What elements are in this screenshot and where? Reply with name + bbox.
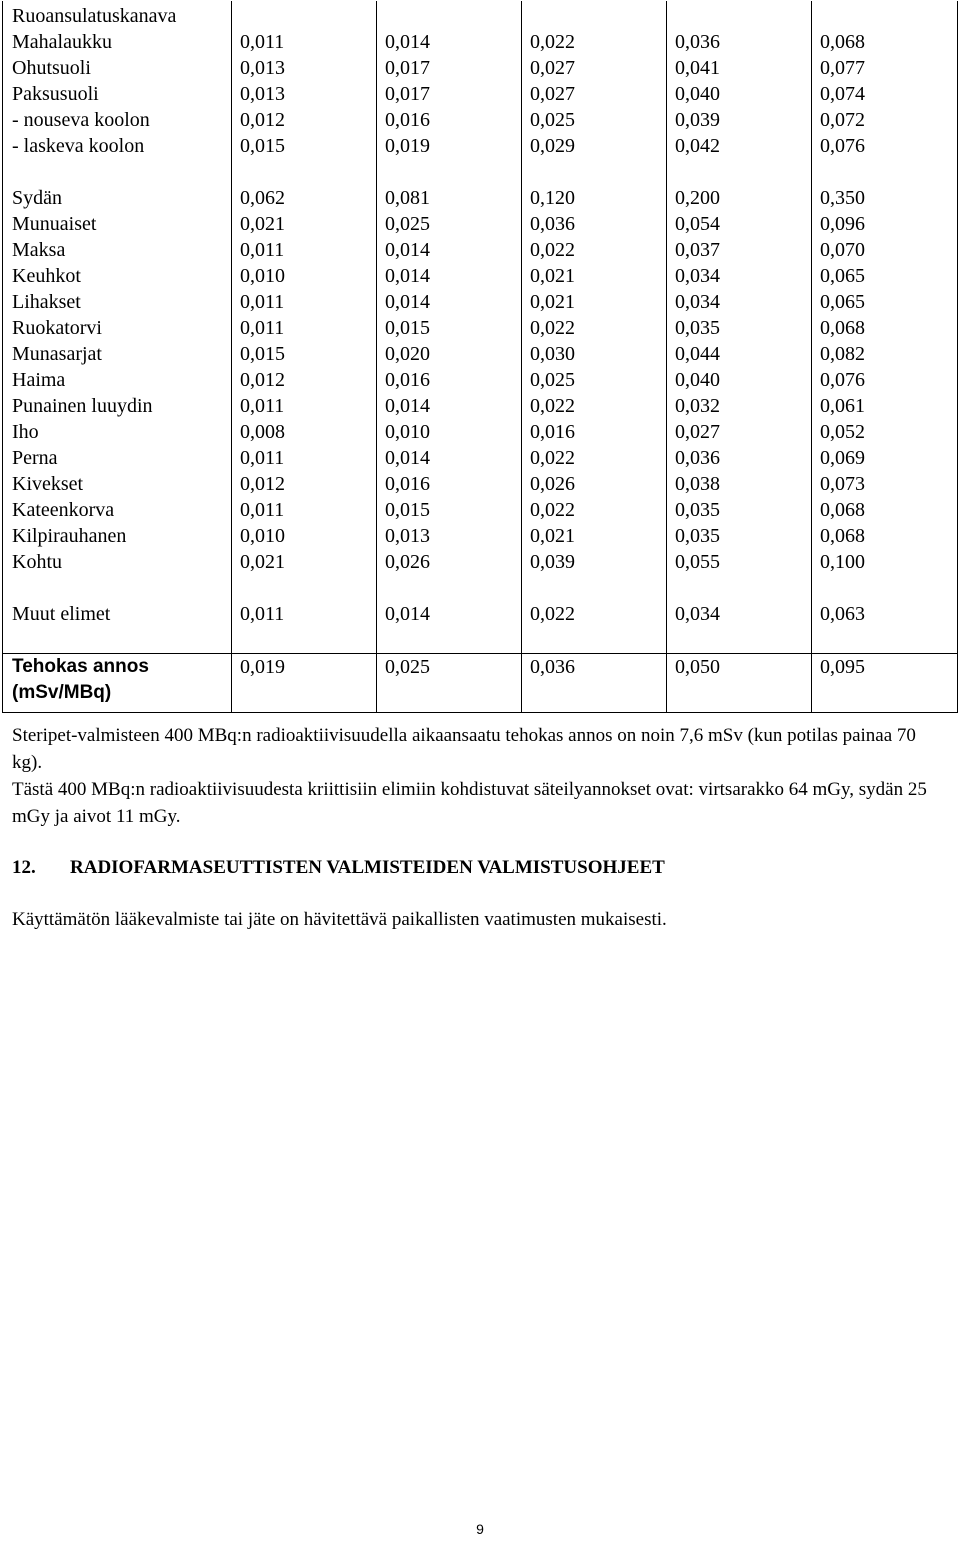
dose-cell: 0,014 [385, 395, 430, 417]
dose-cell: 0,063 [820, 603, 865, 625]
dose-column-4 [667, 1, 812, 159]
organ-labels-gastrointestinal [3, 1, 232, 159]
table-spacer-row [3, 575, 958, 601]
dose-cell: 0,042 [675, 135, 720, 157]
organ-label: Muut elimet [12, 603, 111, 625]
dose-cell: 0,014 [385, 291, 430, 313]
organ-label: Paksusuoli [12, 83, 99, 105]
dose-column-1 [232, 185, 377, 575]
dose-cell: 0,014 [385, 31, 430, 53]
organ-label: Iho [12, 421, 39, 443]
dose-cell [385, 3, 521, 29]
effective-dose-cell-3 [522, 654, 667, 713]
dose-cell: 0,039 [530, 551, 575, 573]
dose-cell: 0,068 [820, 499, 865, 521]
organ-labels-organs [3, 185, 232, 575]
dose-cell-other-2 [377, 601, 522, 627]
dose-cell: 0,015 [240, 135, 285, 157]
dose-cell: 0,012 [240, 109, 285, 131]
dose-cell: 0,050 [675, 656, 720, 678]
effective-dose-cell-4 [667, 654, 812, 713]
dose-cell: 0,040 [675, 369, 720, 391]
section-heading [12, 854, 665, 881]
dose-column-4 [667, 185, 812, 575]
dose-cell: 0,041 [675, 57, 720, 79]
dose-cell: 0,034 [675, 603, 720, 625]
dose-cell: 0,015 [385, 499, 430, 521]
dose-cell: 0,068 [820, 317, 865, 339]
dose-cell: 0,081 [385, 187, 430, 209]
dose-cell: 0,082 [820, 343, 865, 365]
organ-label: - laskeva koolon [12, 135, 145, 157]
dose-cell: 0,021 [240, 213, 285, 235]
dose-cell: 0,076 [820, 369, 865, 391]
dose-cell: 0,068 [820, 525, 865, 547]
dose-cell: 0,013 [385, 525, 430, 547]
dose-cell: 0,011 [240, 291, 285, 313]
effective-dose-cell-5 [812, 654, 958, 713]
effective-dose-label [3, 654, 232, 713]
dose-cell: 0,068 [820, 31, 865, 53]
dose-cell: 0,021 [240, 551, 285, 573]
organ-label: Lihakset [12, 291, 81, 313]
dose-cell: 0,019 [385, 135, 430, 157]
dose-cell: 0,035 [675, 317, 720, 339]
dose-cell: 0,016 [385, 473, 430, 495]
dose-cell: 0,016 [385, 109, 430, 131]
dose-cell: 0,015 [240, 343, 285, 365]
organ-label: Sydän [12, 187, 62, 209]
dose-cell: 0,020 [385, 343, 430, 365]
dose-cell: 0,012 [240, 369, 285, 391]
dose-cell: 0,021 [530, 291, 575, 313]
organ-label: Ohutsuoli [12, 57, 91, 79]
dose-cell: 0,032 [675, 395, 720, 417]
dose-cell: 0,100 [820, 551, 865, 573]
dose-cell: 0,022 [530, 239, 575, 261]
dose-cell: 0,029 [530, 135, 575, 157]
dose-cell: 0,010 [240, 265, 285, 287]
dose-column-5 [812, 185, 958, 575]
table-spacer-row [3, 159, 958, 185]
organ-label: Munasarjat [12, 343, 102, 365]
dose-cell: 0,074 [820, 83, 865, 105]
organ-label-other [3, 601, 232, 627]
organ-label: Kohtu [12, 551, 62, 573]
dose-cell: 0,010 [240, 525, 285, 547]
dose-cell: 0,027 [530, 57, 575, 79]
dose-cell: 0,065 [820, 265, 865, 287]
table-row-effective-dose [3, 654, 958, 713]
organ-label: Kilpirauhanen [12, 525, 127, 547]
dose-cell: 0,052 [820, 421, 865, 443]
dose-cell: 0,070 [820, 239, 865, 261]
dose-cell [240, 3, 376, 29]
dose-cell: 0,035 [675, 525, 720, 547]
dose-column-2 [377, 1, 522, 159]
dose-cell: 0,027 [530, 83, 575, 105]
dose-cell [820, 3, 957, 29]
dose-cell-other-1 [232, 601, 377, 627]
dose-cell: 0,008 [240, 421, 285, 443]
organ-label: Kivekset [12, 473, 84, 495]
dose-cell: 0,016 [530, 421, 575, 443]
table-row-other-organs [3, 601, 958, 627]
dose-cell: 0,065 [820, 291, 865, 313]
organ-label: Haima [12, 369, 66, 391]
dose-cell: 0,014 [385, 239, 430, 261]
dose-cell: 0,072 [820, 109, 865, 131]
effective-dose-label-line2: (mSv/MBq) [12, 682, 112, 703]
dose-cell: 0,077 [820, 57, 865, 79]
dose-cell: 0,011 [240, 395, 285, 417]
dose-cell: 0,017 [385, 83, 430, 105]
dose-cell: 0,022 [530, 317, 575, 339]
dose-column-1 [232, 1, 377, 159]
dose-cell: 0,200 [675, 187, 720, 209]
effective-dose-label-line1: Tehokas annos [12, 656, 149, 677]
dose-cell: 0,021 [530, 525, 575, 547]
dose-cell: 0,062 [240, 187, 285, 209]
dose-cell: 0,055 [675, 551, 720, 573]
dose-cell [530, 3, 666, 29]
dose-cell: 0,025 [385, 656, 430, 678]
dose-cell: 0,036 [675, 447, 720, 469]
dose-cell [675, 3, 811, 29]
dose-cell: 0,015 [385, 317, 430, 339]
organ-label: Keuhkot [12, 265, 81, 287]
dose-cell: 0,038 [675, 473, 720, 495]
dose-cell-other-3 [522, 601, 667, 627]
dose-cell: 0,026 [385, 551, 430, 573]
dose-cell: 0,120 [530, 187, 575, 209]
dose-cell: 0,036 [675, 31, 720, 53]
dose-cell: 0,076 [820, 135, 865, 157]
organ-label: Munuaiset [12, 213, 97, 235]
dose-cell: 0,011 [240, 239, 285, 261]
dose-cell: 0,025 [530, 369, 575, 391]
dose-cell: 0,034 [675, 265, 720, 287]
dose-cell: 0,061 [820, 395, 865, 417]
dose-cell: 0,022 [530, 447, 575, 469]
dose-cell: 0,010 [385, 421, 430, 443]
organ-dose-paragraph: Tästä 400 MBq:n radioaktiivisuudesta kriittisiin elimiin kohdistuvat säteilyannokset ovat: virtsarakko 64 mGy, sydän 25 mGy ja aivot 11 mGy. [12, 779, 927, 827]
dose-cell: 0,014 [385, 447, 430, 469]
dose-cell: 0,027 [675, 421, 720, 443]
organ-label: Maksa [12, 239, 66, 261]
organ-label: - nouseva koolon [12, 109, 150, 131]
organ-label: Mahalaukku [12, 31, 112, 53]
dose-cell: 0,013 [240, 83, 285, 105]
dose-cell: 0,096 [820, 213, 865, 235]
dose-cell: 0,014 [385, 265, 430, 287]
table-group-gastrointestinal [3, 1, 958, 159]
dose-cell: 0,350 [820, 187, 865, 209]
disposal-paragraph: Käyttämätön lääkevalmiste tai jäte on hävitettävä paikallisten vaatimusten mukaisesti. [12, 909, 667, 930]
dose-cell: 0,011 [240, 603, 285, 625]
dose-cell: 0,040 [675, 83, 720, 105]
page-number: 9 [476, 1521, 484, 1537]
table-spacer-row [3, 627, 958, 654]
dose-table [2, 1, 958, 713]
dose-cell: 0,030 [530, 343, 575, 365]
dose-cell: 0,011 [240, 317, 285, 339]
dose-cell: 0,025 [530, 109, 575, 131]
dose-cell: 0,034 [675, 291, 720, 313]
dose-cell: 0,011 [240, 447, 285, 469]
dose-cell: 0,039 [675, 109, 720, 131]
dose-column-3 [522, 185, 667, 575]
dose-cell: 0,022 [530, 603, 575, 625]
dose-cell: 0,026 [530, 473, 575, 495]
dose-cell: 0,012 [240, 473, 285, 495]
dose-cell: 0,011 [240, 31, 285, 53]
dose-column-5 [812, 1, 958, 159]
section-heading-title: RADIOFARMASEUTTISTEN VALMISTEIDEN VALMISTUSOHJEET [70, 857, 665, 878]
organ-label: Kateenkorva [12, 499, 115, 521]
dose-cell: 0,044 [675, 343, 720, 365]
dose-cell: 0,095 [820, 656, 865, 678]
dose-cell: 0,022 [530, 31, 575, 53]
dose-cell: 0,036 [530, 656, 575, 678]
dose-cell: 0,036 [530, 213, 575, 235]
dose-cell: 0,021 [530, 265, 575, 287]
organ-label: Perna [12, 447, 58, 469]
dose-cell: 0,011 [240, 499, 285, 521]
dose-cell: 0,019 [240, 656, 285, 678]
dose-cell: 0,022 [530, 395, 575, 417]
dose-column-3 [522, 1, 667, 159]
dose-cell: 0,035 [675, 499, 720, 521]
dose-cell: 0,073 [820, 473, 865, 495]
dose-cell-other-4 [667, 601, 812, 627]
dose-cell: 0,022 [530, 499, 575, 521]
dose-column-2 [377, 185, 522, 575]
dose-cell: 0,014 [385, 603, 430, 625]
dose-cell: 0,017 [385, 57, 430, 79]
dose-cell: 0,037 [675, 239, 720, 261]
organ-label: Ruoansulatuskanava [12, 5, 177, 27]
effective-dose-cell-1 [232, 654, 377, 713]
dose-cell: 0,025 [385, 213, 430, 235]
dose-cell: 0,054 [675, 213, 720, 235]
table-group-organs [3, 185, 958, 575]
dose-cell: 0,013 [240, 57, 285, 79]
section-heading-number: 12. [12, 857, 36, 878]
effective-dose-paragraph: Steripet-valmisteen 400 MBq:n radioaktiivisuudella aikaansaatu tehokas annos on noin 7,6 mSv (kun potilas painaa 70 kg). [12, 725, 916, 773]
dose-cell: 0,016 [385, 369, 430, 391]
dose-cell-other-5 [812, 601, 958, 627]
organ-label: Punainen luuydin [12, 395, 153, 417]
effective-dose-cell-2 [377, 654, 522, 713]
dose-cell: 0,069 [820, 447, 865, 469]
organ-label: Ruokatorvi [12, 317, 102, 339]
